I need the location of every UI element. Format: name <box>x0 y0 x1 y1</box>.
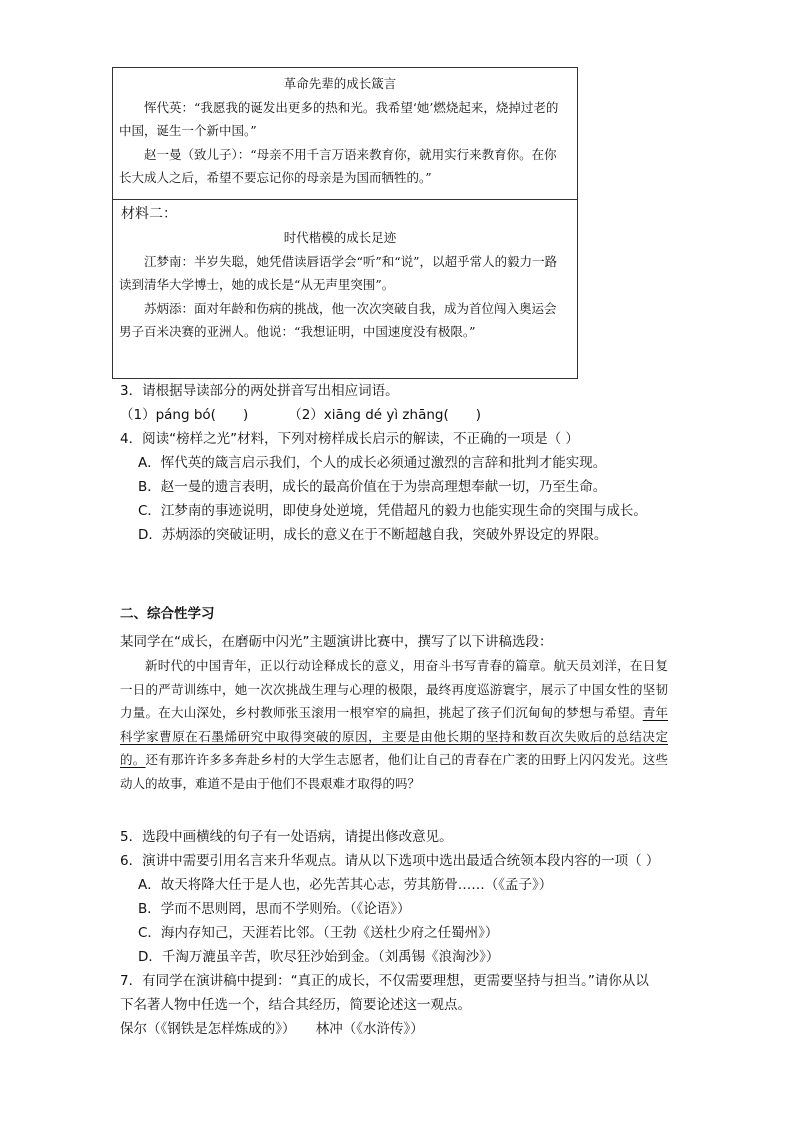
material-one-box <box>112 67 578 200</box>
question-5 <box>120 825 680 849</box>
speech-excerpt <box>120 654 668 795</box>
question-7-line-2: 下名著人物中任选一个，结合其经历，简要论述这一观点。 <box>120 997 471 1013</box>
material-two-label: 材料二： <box>121 205 177 221</box>
question-4 <box>120 427 680 547</box>
question-7 <box>120 969 680 1041</box>
material-two-box <box>112 199 578 379</box>
question-6-option-d[interactable]: D．千淘万漉虽辛苦，吹尽狂沙始到金。（刘禹锡《浪淘沙》） <box>138 949 500 965</box>
question-3-stem: 3．请根据导读部分的两处拼音写出相应词语。 <box>120 383 399 399</box>
material-one-quote-zhao: 赵一曼（致儿子）：“母亲不用千言万语来教育你，就用实行来教育你。在你长大成人之后，希望不要忘记你的母亲是为国而牺牲的。” <box>119 146 557 185</box>
underlined-sentence: 青年科学家曹原在石墨烯研究中取得突破的原因，主要是由他长期的坚持和数百次失败后的总结决定的。 <box>120 705 668 767</box>
question-6-option-c[interactable]: C．海内存知己，天涯若比邻。（王勃《送杜少府之任蜀州》） <box>138 925 499 941</box>
question-4-option-b[interactable]: B．赵一曼的遗言表明，成长的最高价值在于为崇高理想奉献一切，乃至生命。 <box>138 479 607 495</box>
pinyin-blank-2[interactable]: （2）xiāng dé yì zhāng( ) <box>288 407 482 423</box>
question-6-stem: 6．演讲中需要引用名言来升华观点。请从以下选项中选出最适合统领本段内容的一项（ ） <box>120 853 660 869</box>
material-one-quote-yun: 恽代英：“我愿我的诞发出更多的热和光。我希望‘她’燃烧起来，烧掉过老的中国，诞生一个新中国。” <box>119 99 559 138</box>
question-7-line-1: 7．有同学在演讲稿中提到：“真正的成长，不仅需要理想，更需要坚持与担当。”请你从以 <box>120 973 649 989</box>
question-5-stem: 5．选段中画横线的句子有一处语病，请提出修改意见。 <box>120 829 453 845</box>
question-7-options: 保尔（《钢铁是怎样炼成的》） 林冲（《水浒传》） <box>120 1021 424 1037</box>
intro-text: 某同学在“成长，在磨砺中闪光”主题演讲比赛中，撰写了以下讲稿选段： <box>120 634 553 650</box>
material-one-title: 革命先辈的成长箴言 <box>283 76 397 91</box>
material-two-su: 苏炳添：面对年龄和伤病的挑战，他一次次突破自我，成为首位闯入奥运会男子百米决赛的亚洲人。他说：“我想证明，中国速度没有极限。” <box>119 300 557 339</box>
intro-line <box>120 630 680 654</box>
question-6-option-a[interactable]: A．故天将降大任于是人也，必先苦其心志，劳其筋骨……（《孟子》） <box>138 877 553 893</box>
section-heading: 二、综合性学习 <box>120 606 215 622</box>
question-6 <box>120 849 680 969</box>
question-3-blanks <box>120 403 680 427</box>
speech-text-before: 新时代的中国青年，正以行动诠释成长的意义，用奋斗书写青春的篇章。航天员刘洋，在日复一日的严苛训练中，她一次次挑战生理与心理的极限，最终再度巡游寰宇，展示了中国女性的坚韧力量。在大山深处，乡村教师张玉滚用一根窄窄的扁担，挑起了孩子们沉甸甸的梦想与希望。 <box>120 658 668 720</box>
question-3 <box>120 379 680 427</box>
material-two-jiang: 江梦南：半岁失聪，她凭借读唇语学会“听”和“说”，以超乎常人的毅力一路读到清华大学博士，她的成长是“从无声里突围”。 <box>119 253 558 292</box>
pinyin-blank-1[interactable]: （1）páng bó( ) <box>120 407 249 423</box>
question-4-option-d[interactable]: D．苏炳添的突破证明，成长的意义在于不断超越自我，突破外界设定的界限。 <box>138 527 608 543</box>
question-4-option-a[interactable]: A．恽代英的箴言启示我们，个人的成长必须通过激烈的言辞和批判才能实现。 <box>138 455 607 471</box>
material-two-title: 时代楷模的成长足迹 <box>283 230 397 245</box>
question-4-option-c[interactable]: C．江梦南的事迹说明，即使身处逆境，凭借超凡的毅力也能实现生命的突围与成长。 <box>138 503 647 519</box>
question-6-option-b[interactable]: B．学而不思则罔，思而不学则殆。（《论语》） <box>138 901 411 917</box>
speech-text-after: 还有那许许多多奔赴乡村的大学生志愿者，他们让自己的青春在广袤的田野上闪闪发光。这些动人的故事，难道不是由于他们不畏艰难才取得的吗？ <box>120 752 668 791</box>
question-4-stem: 4．阅读“榜样之光”材料，下列对榜样成长启示的解读，不正确的一项是（ ） <box>120 431 579 447</box>
